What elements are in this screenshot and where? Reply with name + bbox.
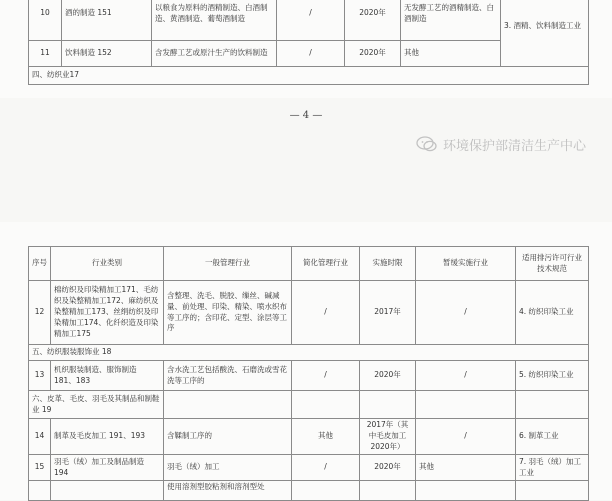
watermark-text: 环境保护部清洁生产中心 [442, 138, 586, 154]
header-num: 序号 [29, 247, 51, 281]
general-management: 以粮食为原料的酒精制造、白酒制造、黄酒制造、葡萄酒制造 [152, 0, 277, 41]
table-row [29, 0, 589, 41]
table-row [29, 361, 589, 391]
header-deadline: 实施时限 [360, 247, 416, 281]
section-row [29, 67, 589, 85]
general-management: 使用溶剂型胶粘剂和溶剂型处 [164, 481, 292, 501]
table-row [29, 281, 589, 345]
technical-norm: 6. 制革工业 [516, 419, 589, 455]
header-norm: 适用排污许可行业技术规范 [516, 247, 589, 281]
row-number: 15 [29, 455, 51, 481]
row-number: 11 [29, 41, 62, 67]
temporary-deferred: / [416, 361, 516, 391]
technical-norm: 7. 羽毛（绒）加工工业 [516, 455, 589, 481]
table-row [29, 455, 589, 481]
general-management: 含水洗工艺包括酸洗、石磨洗或雪花洗等工序的 [164, 361, 292, 391]
industry-table-bottom [28, 246, 589, 501]
row-number: 13 [29, 361, 51, 391]
temporary-deferred: 其他 [401, 41, 501, 67]
simplified-management: / [277, 0, 345, 41]
implementation-deadline: 2020年 [360, 455, 416, 481]
header-general: 一般管理行业 [164, 247, 292, 281]
table-row [29, 419, 589, 455]
implementation-deadline: 2020年 [345, 41, 401, 67]
table-header-row [29, 247, 589, 281]
header-temporary: 暂缓实施行业 [416, 247, 516, 281]
header-simplified: 简化管理行业 [292, 247, 360, 281]
simplified-management: 其他 [292, 419, 360, 455]
section-heading: 五、纺织服装服饰业 18 [29, 345, 589, 361]
industry-category: 机织服装制造、服饰制造 181、183 [51, 361, 164, 391]
header-category: 行业类别 [51, 247, 164, 281]
industry-category: 酒的制造 151 [62, 0, 152, 41]
implementation-deadline: 2017年（其中毛皮加工2020年） [360, 419, 416, 455]
temporary-deferred: / [416, 281, 516, 345]
temporary-deferred: / [416, 419, 516, 455]
document-page-top [0, 0, 612, 98]
watermark [416, 134, 586, 154]
row-number: 14 [29, 419, 51, 455]
implementation-deadline: 2020年 [345, 0, 401, 41]
implementation-deadline: 2020年 [360, 361, 416, 391]
row-number: 12 [29, 281, 51, 345]
temporary-deferred: 其他 [416, 455, 516, 481]
general-management: 含鞣制工序的 [164, 419, 292, 455]
simplified-management: / [292, 281, 360, 345]
section-row [29, 345, 589, 361]
industry-category: 饮料制造 152 [62, 41, 152, 67]
industry-table-top [28, 0, 589, 85]
temporary-deferred: 无发酵工艺的酒精制造、白酒制造 [401, 0, 501, 41]
industry-category: 棉纺织及印染精加工171、毛纺织及染整精加工172、麻纺织及染整精加工173、丝绢纺织及印染精加工174、化纤织造及印染精加工175 [51, 281, 164, 345]
section-heading: 四、纺织业17 [29, 67, 589, 85]
technical-norm: 3. 酒精、饮料制造工业 [501, 0, 589, 67]
row-number: 10 [29, 0, 62, 41]
general-management: 羽毛（绒）加工 [164, 455, 292, 481]
page-gap [0, 98, 612, 222]
simplified-management: / [292, 455, 360, 481]
general-management: 含整理、洗毛、脱胶、缫丝、碱减量、前处理、印染、精染、喷水织布等工序的；含印花、定型、涂层等工序 [164, 281, 292, 345]
simplified-management: / [292, 361, 360, 391]
section-row [29, 391, 589, 419]
industry-category: 制革及毛皮加工 191、193 [51, 419, 164, 455]
table-row [29, 481, 589, 501]
industry-category: 羽毛（绒）加工及制品制造 194 [51, 455, 164, 481]
section-heading: 六、皮革、毛皮、羽毛及其制品和制鞋业 19 [29, 391, 164, 419]
page-number: — 4 — [289, 110, 323, 121]
implementation-deadline: 2017年 [360, 281, 416, 345]
technical-norm: 5. 纺织印染工业 [516, 361, 589, 391]
wechat-icon [416, 136, 438, 152]
simplified-management: / [277, 41, 345, 67]
general-management: 含发酵工艺或原汁生产的饮料制造 [152, 41, 277, 67]
technical-norm: 4. 纺织印染工业 [516, 281, 589, 345]
